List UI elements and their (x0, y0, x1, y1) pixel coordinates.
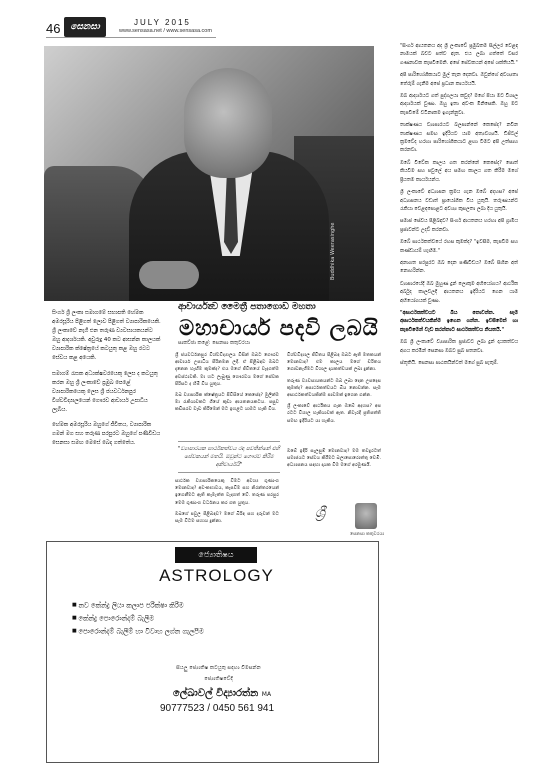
right-bold-paragraph: "අසාර්ථකත්වයට බිය නොවන්න. සෑම අසාර්ථකත්වයකින්ම ඉගෙන ගන්න. ඉවසීමෙන් හා කැපවීමෙන් වැඩ කරන්නාට සාර්ථකත්වය නියතයි." (400, 309, 518, 333)
right-paragraph: ස්තූතියි. සෙනසා පාඨකයින්ටත් මගේ සුබ පැතුම්. (400, 360, 499, 366)
column-paragraph: තරුණ ව්‍යවසායකයන්ට ඔබ ලබා දෙන උපදෙස කුමක්ද? අසාර්ථකත්වයට බිය නොවන්න. සෑම අසාර්ථකත්වයකින්ම පාඩමක් ඉගෙන ගන්න. (287, 378, 381, 399)
signature-caption: සෙනසා කතුවරයා (350, 532, 385, 537)
article-column-2 (287, 352, 381, 429)
astrologer-degree: MA (261, 691, 272, 698)
right-paragraph: "සිංගර් ආයතනය අද ශ්‍රී ලංකාවේ ප්‍රමුඛතම සිල්ලර වෙළඳ නාමයක් බවට පත්ව ඇත. එය ලබා ගත්තේ වසර ගණනාවක කැපවීමෙනි. අපේ සේවකයන් අපේ ශක්තියයි." (400, 43, 518, 66)
photo-credit: Buddhika Weerasinghe (330, 222, 336, 280)
column-paragraph: ඔබේ ඉදිරි සැලසුම් මොනවාද? මම තවදුරටත් සමාජයට සේවය කිරීමට බලාපොරොත්තු වෙමි. අධ්‍යාපනය සඳහා දායක වීම මගේ අරමුණයි. (287, 449, 381, 469)
column-paragraph: විශ්වවිද්‍යාල ජීවිතය පිළිබඳ ඔබට ඇති මතකයන් මොනවාද? එම කාලය මගේ චරිතය ගොඩනැගීමට විශාල දායකත්වයක් ලබා දුන්නා. (287, 353, 381, 373)
header-rule (46, 37, 216, 38)
intro-paragraph: සමාගම් රැසක අධ්‍යක්ෂවරයෙකු ලෙස ද කටයුතු කරන ඔහු ශ්‍රී ලංකාවේ ප්‍රමුඛ පෙළේ ව්‍යාපාරිකයෙකු ලෙස ශ්‍රී ජයවර්ධනපුර විශ්වවිද්‍යාලයෙන් ගෞරව ආචාර්ය උපාධිය ලැබීය. (52, 370, 158, 413)
column-paragraph: ශ්‍රී ජයවර්ධනපුර විශ්වවිද්‍යාලය විසින් ඔබට ගෞරව ආචාර්ය උපාධිය පිරිනමන ලදී. ඒ පිළිබඳව ඔබට දැනෙන හැඟීම කුමක්ද? එය මගේ ජීවිතයේ වැදගත්ම අවස්ථාවකි. මා හට ලැබුණු ගෞරවය මගේ සේවක පිරිසට ද හිමි විය යුතුය. (175, 353, 279, 387)
right-paragraph: සමාජ සේවය පිළිබඳව? සිංගර් ආයතනය හරහා අපි ග්‍රාමීය ප්‍රජාවන්ට උදව් කරනවා. (400, 218, 518, 233)
article-headline: මහාචාර්ය පදවි ලබයි (179, 315, 379, 340)
column-paragraph: ඔබගේ පවුල පිළිබඳව? මගේ බිරිඳ සහ දරුවන් මට සැම විටම සහාය දුන්නා. (175, 511, 279, 525)
astrology-tag: ජ්‍යොතිෂය (175, 547, 257, 563)
author-signature: ශ්‍රී (315, 505, 326, 521)
right-paragraph: ඔබ ශ්‍රී ලංකාවේ ව්‍යාපාරික ප්‍රජාවට ලබා දුන් දායකත්වය අගය කරමින් සෙනසා ඔබට සුබ පතනවා. (400, 339, 518, 354)
astrology-services (72, 599, 204, 637)
article-column-1b (175, 478, 279, 529)
service-item: ■ නව කේන්ද්‍ර ලියා කලාප පරීක්ෂා කිරීම (72, 599, 204, 612)
astrologer-name-text: ලේඛාවල් විද්‍යාරත්න (172, 688, 259, 699)
portrait-photo (44, 46, 374, 301)
right-paragraph: අපි පාරිභෝගිකයාට මුල් තැන දෙනවා. ඔවුන්ගේ අවශ්‍යතා තේරුම් ගැනීම අපේ ප්‍රධාන කාර්යයයි. (400, 72, 518, 87)
article-column-2b (287, 448, 381, 474)
magazine-logo: සෙනසා (64, 17, 106, 37)
intro-block (52, 309, 162, 454)
service-item: ■ කේන්ද්‍ර පොරොන්දම් බැලීම (72, 612, 204, 625)
photo-hand (139, 261, 199, 289)
astrology-subtitle-2: ජ්‍යොතිෂවේදී (204, 676, 233, 682)
column-paragraph: සාර්ථක ව්‍යාපාරිකයෙකු වීමට අවශ්‍ය ගුණාංග මොනවාද? අවංකභාවය, කැපවීම සහ නිරන්තරයෙන් ඉගෙනීමට ඇති කැමැත්ත වැදගත් වේ. තරුණ පරපුර මෙම ගුණාංග වර්ධනය කර ගත යුතුය. (175, 479, 279, 506)
right-paragraph: තාක්ෂණය ව්‍යාපාරයට බලපාන්නේ කෙසේද? නවීන තාක්ෂණය සමඟ ඉදිරියට යාම අත්‍යවශ්‍යයි. ඩිජිටල් ක්‍රමවේද හරහා පාරිභෝගිකයාට ළඟා වීමට අපි උත්සාහ කරනවා. (400, 122, 518, 154)
right-column (400, 42, 518, 371)
intro-paragraph: සිංගර් ශ්‍රී ලංකා සමාගමේ සභාපති හේමක අමරසූරිය පිළිගත් ලොව පිළිගත් ව්‍යාපාරිකයෙකි. ශ්‍රී ලංකාවේ නැගී එන තරුණ ව්‍යවසායකයන්ට ඔහු ආදර්ශයකි. අවුරුදු 40 කට ආසන්න කාලයක් ව්‍යාපාරික ක්ෂේත්‍රයේ කටයුතු කළ ඔහු රටට සේවය කළ අයෙකි. (52, 310, 161, 362)
right-paragraph: ඔබේ සාර්ථකත්වයේ රහස කුමක්ද? "ඉවසීම, කැපවීම සහ කණ්ඩායම් හැඟීම." (400, 239, 518, 254)
page-number: 46 (46, 21, 61, 36)
article-column-1 (175, 352, 279, 418)
intro-paragraph: හේමක අමරසූරිය ඔහුගේ ජීවිතය, ව්‍යාපාරික ගමන් මග සහ තරුණ පරපුරට ඔහුගේ පණිවිඩය සෙනසා සමඟ මෙසේ බෙදා ගත්තේය. (52, 422, 161, 447)
right-paragraph: අනාගත පරපුරට ඔබ දෙන පණිවිඩය? ඔබේ සිහින අත් නොහරින්න. (400, 259, 518, 275)
service-item: ■ පොරොන්දම් බැලීම් හා විවාහ ලග්න ගැලපීම (72, 625, 204, 638)
astrology-subtitle: සියලු ජ්‍යොතිෂ කටයුතු සඳහා විමසන්න (176, 665, 261, 671)
astrologer-phone[interactable]: 90777523 / 0450 561 941 (160, 703, 274, 714)
issue-month: JULY 2015 (134, 18, 191, 27)
article-kicker: ආචාර්යත්‍ව මෛත්‍රී පතාගොඩ මහතා (178, 302, 316, 312)
right-paragraph: ව්‍යාපාරයේදී ඔබ මුහුණ දුන් ලොකුම අභියෝගය? ආර්ථික අර්බුද කාලවලදී ආයතනය ඉදිරියට ගෙන යාම අභියෝගයක් වුණා. (400, 280, 518, 304)
astrologer-name (127, 688, 317, 699)
article-byline: සාකච්ඡා කළේ: සෙනසා කතුවරයා (178, 340, 250, 346)
photo-head (184, 68, 272, 178)
right-paragraph: ශ්‍රී ලංකාවේ අධ්‍යාපන ක්‍රමය ගැන ඔබේ අදහස? අපේ අධ්‍යාපනය වඩාත් ප්‍රායෝගික විය යුතුයි. තරුණයන්ට රැකියා වෙළඳපොළට අවශ්‍ය කුසලතා ලබා දිය යුතුයි. (400, 189, 518, 212)
author-photo (355, 503, 377, 529)
right-paragraph: ඔබේ විවේක කාලය ගත කරන්නේ කෙසේද? පොත් කියවීම සහ පවුලේ අය සමඟ කාලය ගත කිරීම මගේ ප්‍රියතම කාර්යයන්ය. (400, 159, 518, 183)
pull-quote: "ව්‍යාපාරයක සාර්ථකත්වය රඳා පවතින්නේ එහි සේවකයන් මතයි. ඔවුන්ට ගෞරව කිරීම අනිවාර්යයි" (178, 441, 280, 473)
website-url[interactable]: www.sensasa.net / www.sensasa.com (119, 28, 212, 34)
astrology-title: ASTROLOGY (159, 566, 274, 585)
right-paragraph: ඔබ ආදර්ශයට ගත් පුද්ගලයා කවුද? මගේ පියා මට විශාල ආදර්ශයක් වුණා. ඔහු ඉතා අවංක මිනිසෙකි. ඔහු මට කැපවීමේ වටිනාකම ඉගැන්නුවා. (400, 93, 518, 116)
column-paragraph: ශ්‍රී ලංකාවේ ආර්ථිකය ගැන ඔබේ අදහස? අප රටට විශාල හැකියාවක් ඇත. නිවැරදි ප්‍රතිපත්ති සමඟ ඉදිරියට යා හැකිය. (287, 404, 381, 424)
column-paragraph: ඔබ ව්‍යාපාරික ක්ෂේත්‍රයට පිවිසියේ කෙසේද? මුලින්ම මා රැකියාවකට ගියේ කුඩා ආයතනයකටය. පසුව කඩිසරව වැඩ කිරීමෙන් මට ඉහළට යාමට හැකි විය. (175, 393, 279, 413)
